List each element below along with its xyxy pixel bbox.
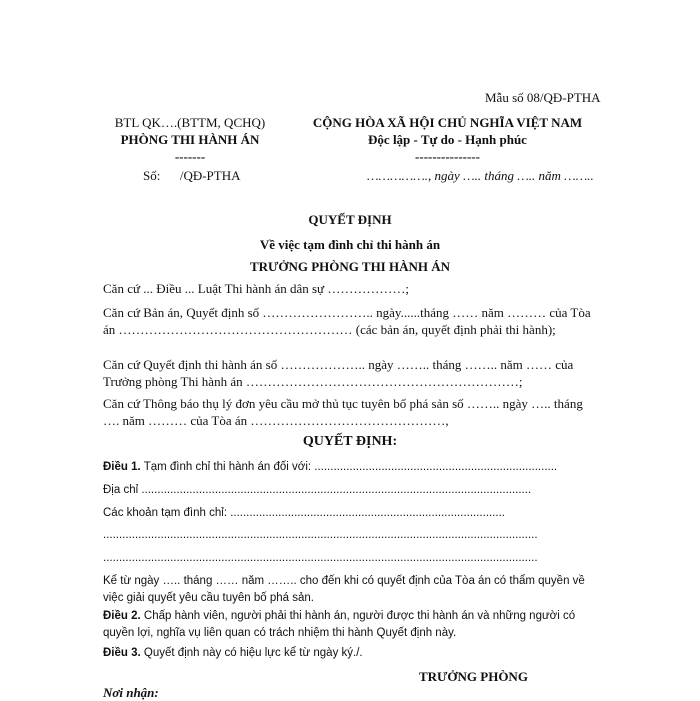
issue-date: ……………., ngày ….. tháng ….. năm …….. — [367, 168, 594, 183]
national-heading — [295, 114, 600, 165]
nation-line2: Độc lập - Tự do - Hạnh phúc — [368, 132, 527, 147]
form-code: Mẫu số 08/QĐ-PTHA — [485, 90, 601, 105]
issuing-authority: TRƯỞNG PHÒNG THI HÀNH ÁN — [249, 259, 451, 274]
article-3-label: Điều 3. — [103, 647, 141, 659]
recipients-label: Nơi nhận: — [103, 685, 159, 700]
agency-dashes: ------- — [174, 149, 206, 164]
legal-basis-3: Căn cứ Quyết định thi hành án số ……………….. ngày …….. tháng …….. năm …… của Trưởng phòng Thi hành án ………………………………………………………; — [103, 357, 574, 389]
suspended-items-line: Các khoản tạm đình chỉ: ...................................................................................... — [103, 507, 505, 519]
decision-heading: QUYẾT ĐỊNH: — [302, 434, 398, 449]
address-line: Địa chỉ .......................................................................................................................... — [103, 484, 532, 496]
legal-basis-2: Căn cứ Bản án, Quyết định số …………………….. ngày......tháng …… năm ……… của Tòa án ……………………………………………… (các bản án, quyết định phải thi hành); — [103, 305, 591, 337]
dotted-line-1: ........................................................................................................................................ — [103, 529, 538, 541]
signer-title: TRƯỞNG PHÒNG — [419, 669, 528, 684]
nation-line1: CỘNG HÒA XÃ HỘI CHỦ NGHĨA VIỆT NAM — [312, 115, 583, 130]
article-3-text: Quyết định này có hiệu lực kể từ ngày ký./. — [143, 647, 363, 659]
dotted-line-2: ........................................................................................................................................ — [103, 552, 538, 564]
decision-subtitle: Về việc tạm đình chỉ thi hành án — [259, 237, 441, 252]
article-2-text: Chấp hành viên, người phải thi hành án, người được thi hành án và những người có quyền lợi, nghĩa vụ liên quan có trách nhiệm thi hành Quyết định này. — [103, 610, 576, 639]
nation-dashes: --------------- — [415, 149, 480, 164]
legal-basis-4: Căn cứ Thông báo thụ lý đơn yêu cầu mở thủ tục tuyên bố phá sản số …….. ngày ….. tháng …. năm ……… của Tòa án ………………………………………, — [103, 396, 583, 428]
article-1-label: Điều 1. — [103, 461, 141, 473]
article-3 — [103, 647, 363, 659]
agency-line2: PHÒNG THI HÀNH ÁN — [120, 132, 260, 147]
document-number: Số: /QĐ-PTHA — [143, 168, 241, 183]
agency-line1: BTL QK….(BTTM, QCHQ) — [114, 115, 266, 130]
decision-title: QUYẾT ĐỊNH — [308, 212, 392, 227]
agency-block — [100, 114, 280, 165]
article-2 — [103, 608, 597, 642]
suspension-period: Kể từ ngày ….. tháng …… năm …….. cho đến khi có quyết định của Tòa án có thẩm quyền về việc giải quyết yêu cầu tuyên bố phá sản. — [103, 575, 585, 604]
legal-basis-1: Căn cứ ... Điều ... Luật Thi hành án dân sự ………………; — [103, 281, 409, 296]
article-2-label: Điều 2. — [103, 610, 141, 622]
article-1 — [103, 461, 557, 473]
article-1-text: Tạm đình chỉ thi hành án đối với: ............................................................................ — [143, 461, 558, 473]
